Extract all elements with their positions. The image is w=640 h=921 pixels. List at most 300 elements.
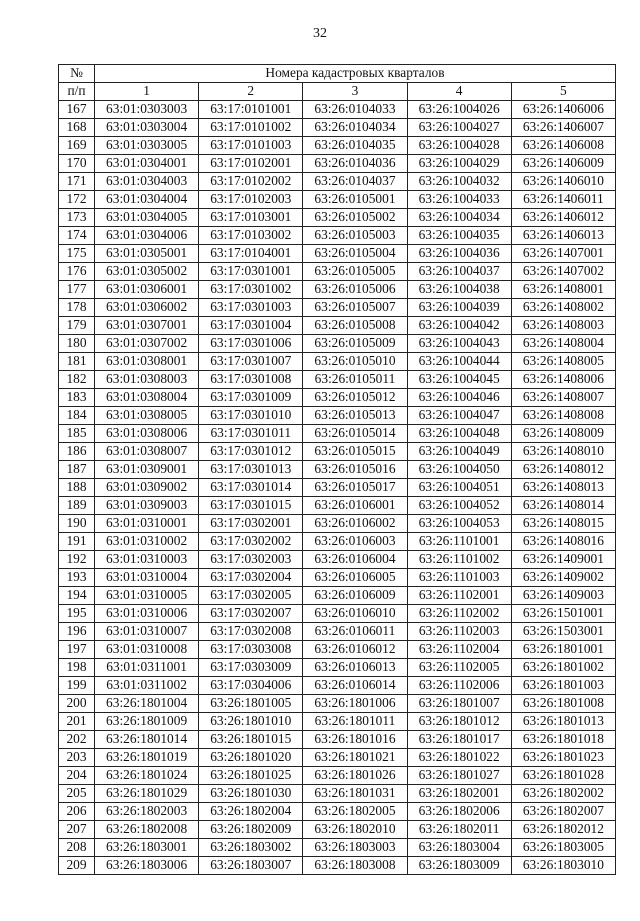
cadastral-number-cell: 63:01:0310005 (95, 587, 199, 605)
cadastral-number-cell: 63:26:1801007 (407, 695, 511, 713)
cadastral-number-cell: 63:01:0310002 (95, 533, 199, 551)
cadastral-number-cell: 63:17:0301001 (199, 263, 303, 281)
cadastral-number-cell: 63:01:0308003 (95, 371, 199, 389)
row-number-cell: 207 (59, 821, 95, 839)
cadastral-number-cell: 63:17:0301013 (199, 461, 303, 479)
table-header (59, 65, 616, 101)
cadastral-number-cell: 63:26:1004035 (407, 227, 511, 245)
cadastral-number-cell: 63:26:1004033 (407, 191, 511, 209)
cadastral-number-cell: 63:26:0105010 (303, 353, 407, 371)
cadastral-number-cell: 63:26:1803009 (407, 857, 511, 875)
cadastral-number-cell: 63:26:1803008 (303, 857, 407, 875)
table-row (59, 227, 616, 245)
cadastral-number-cell: 63:17:0104001 (199, 245, 303, 263)
cadastral-number-cell: 63:26:1406013 (511, 227, 615, 245)
row-number-cell: 200 (59, 695, 95, 713)
cadastral-number-cell: 63:26:1408004 (511, 335, 615, 353)
cadastral-number-cell: 63:17:0103001 (199, 209, 303, 227)
table-row (59, 497, 616, 515)
row-number-cell: 209 (59, 857, 95, 875)
cadastral-number-cell: 63:26:1801022 (407, 749, 511, 767)
table-row (59, 839, 616, 857)
cadastral-quarters-table (58, 64, 616, 875)
table-row (59, 515, 616, 533)
cadastral-number-cell: 63:01:0304003 (95, 173, 199, 191)
table-row (59, 317, 616, 335)
table-row (59, 695, 616, 713)
cadastral-number-cell: 63:17:0301011 (199, 425, 303, 443)
cadastral-number-cell: 63:01:0311002 (95, 677, 199, 695)
cadastral-number-cell: 63:26:1802011 (407, 821, 511, 839)
header-row-top (59, 65, 616, 83)
cadastral-number-cell: 63:01:0310003 (95, 551, 199, 569)
cadastral-number-cell: 63:26:1801005 (199, 695, 303, 713)
table-row (59, 245, 616, 263)
cadastral-number-cell: 63:26:0106014 (303, 677, 407, 695)
cadastral-number-cell: 63:26:1101002 (407, 551, 511, 569)
row-number-cell: 169 (59, 137, 95, 155)
cadastral-number-cell: 63:26:1004043 (407, 335, 511, 353)
cadastral-number-cell: 63:26:1406012 (511, 209, 615, 227)
cadastral-number-cell: 63:17:0301004 (199, 317, 303, 335)
table-row (59, 551, 616, 569)
cadastral-number-cell: 63:26:1801021 (303, 749, 407, 767)
cadastral-number-cell: 63:26:1802012 (511, 821, 615, 839)
cadastral-number-cell: 63:01:0305001 (95, 245, 199, 263)
table-row (59, 299, 616, 317)
cadastral-number-cell: 63:26:1802009 (199, 821, 303, 839)
cadastral-number-cell: 63:01:0310001 (95, 515, 199, 533)
row-number-cell: 205 (59, 785, 95, 803)
column-number-5: 5 (511, 83, 615, 101)
table-row (59, 389, 616, 407)
cadastral-number-cell: 63:26:1004039 (407, 299, 511, 317)
cadastral-number-cell: 63:17:0302001 (199, 515, 303, 533)
table-body (59, 101, 616, 875)
table-row (59, 353, 616, 371)
row-number-cell: 208 (59, 839, 95, 857)
table-row (59, 101, 616, 119)
header-row-columns (59, 83, 616, 101)
cadastral-number-cell: 63:17:0301014 (199, 479, 303, 497)
row-number-cell: 199 (59, 677, 95, 695)
cadastral-number-cell: 63:26:0106004 (303, 551, 407, 569)
cadastral-number-cell: 63:26:1004026 (407, 101, 511, 119)
table-row (59, 461, 616, 479)
cadastral-number-cell: 63:26:0105003 (303, 227, 407, 245)
row-number-cell: 206 (59, 803, 95, 821)
row-number-cell: 177 (59, 281, 95, 299)
page-number: 32 (313, 26, 327, 41)
cadastral-number-cell: 63:26:1503001 (511, 623, 615, 641)
cadastral-number-cell: 63:26:1102004 (407, 641, 511, 659)
cadastral-number-cell: 63:01:0308007 (95, 443, 199, 461)
table-row (59, 263, 616, 281)
cadastral-number-cell: 63:26:0105015 (303, 443, 407, 461)
cadastral-number-cell: 63:26:1802007 (511, 803, 615, 821)
row-number-cell: 204 (59, 767, 95, 785)
cadastral-number-cell: 63:26:1801023 (511, 749, 615, 767)
cadastral-number-cell: 63:01:0304005 (95, 209, 199, 227)
cadastral-number-cell: 63:26:1803005 (511, 839, 615, 857)
row-number-cell: 187 (59, 461, 95, 479)
cadastral-number-cell: 63:01:0310006 (95, 605, 199, 623)
cadastral-number-cell: 63:26:1408005 (511, 353, 615, 371)
row-number-cell: 182 (59, 371, 95, 389)
row-number-cell: 183 (59, 389, 95, 407)
row-number-cell: 191 (59, 533, 95, 551)
row-number-cell: 174 (59, 227, 95, 245)
cadastral-number-cell: 63:01:0303003 (95, 101, 199, 119)
row-number-cell: 179 (59, 317, 95, 335)
cadastral-number-cell: 63:17:0101002 (199, 119, 303, 137)
cadastral-number-cell: 63:26:1004032 (407, 173, 511, 191)
row-number-cell: 193 (59, 569, 95, 587)
table-row (59, 659, 616, 677)
cadastral-number-cell: 63:26:1408009 (511, 425, 615, 443)
cadastral-number-cell: 63:17:0102002 (199, 173, 303, 191)
cadastral-number-cell: 63:01:0308005 (95, 407, 199, 425)
cadastral-number-cell: 63:01:0304006 (95, 227, 199, 245)
cadastral-number-cell: 63:26:1802008 (95, 821, 199, 839)
table-row (59, 605, 616, 623)
row-number-cell: 168 (59, 119, 95, 137)
cadastral-number-cell: 63:17:0103002 (199, 227, 303, 245)
cadastral-number-cell: 63:26:1801017 (407, 731, 511, 749)
cadastral-number-cell: 63:26:1801008 (511, 695, 615, 713)
cadastral-number-cell: 63:17:0301006 (199, 335, 303, 353)
cadastral-number-cell: 63:26:1408007 (511, 389, 615, 407)
row-number-header-top: № (59, 65, 95, 83)
row-number-cell: 173 (59, 209, 95, 227)
cadastral-number-cell: 63:26:1802010 (303, 821, 407, 839)
cadastral-number-cell: 63:26:1406006 (511, 101, 615, 119)
table-row (59, 371, 616, 389)
cadastral-number-cell: 63:26:1501001 (511, 605, 615, 623)
cadastral-number-cell: 63:26:1408016 (511, 533, 615, 551)
cadastral-number-cell: 63:26:0106010 (303, 605, 407, 623)
cadastral-number-cell: 63:26:1004027 (407, 119, 511, 137)
row-number-cell: 194 (59, 587, 95, 605)
group-header: Номера кадастровых кварталов (95, 65, 616, 83)
cadastral-number-cell: 63:26:1801002 (511, 659, 615, 677)
cadastral-number-cell: 63:26:1004050 (407, 461, 511, 479)
cadastral-number-cell: 63:26:1102005 (407, 659, 511, 677)
cadastral-number-cell: 63:26:1803006 (95, 857, 199, 875)
cadastral-number-cell: 63:26:0106009 (303, 587, 407, 605)
table-row (59, 335, 616, 353)
cadastral-number-cell: 63:26:1004049 (407, 443, 511, 461)
table-row (59, 731, 616, 749)
cadastral-number-cell: 63:26:1801016 (303, 731, 407, 749)
row-number-cell: 203 (59, 749, 95, 767)
cadastral-number-cell: 63:26:1408008 (511, 407, 615, 425)
cadastral-number-cell: 63:26:1801019 (95, 749, 199, 767)
cadastral-number-cell: 63:26:1802005 (303, 803, 407, 821)
row-number-cell: 180 (59, 335, 95, 353)
table-row (59, 533, 616, 551)
row-number-cell: 170 (59, 155, 95, 173)
table-row (59, 569, 616, 587)
row-number-cell: 184 (59, 407, 95, 425)
row-number-cell: 189 (59, 497, 95, 515)
cadastral-number-cell: 63:01:0306001 (95, 281, 199, 299)
cadastral-number-cell: 63:26:1803003 (303, 839, 407, 857)
table-row (59, 119, 616, 137)
table-row (59, 641, 616, 659)
cadastral-number-cell: 63:26:0106001 (303, 497, 407, 515)
table-row (59, 443, 616, 461)
cadastral-number-cell: 63:26:1004044 (407, 353, 511, 371)
cadastral-number-cell: 63:26:1102002 (407, 605, 511, 623)
cadastral-number-cell: 63:26:1004045 (407, 371, 511, 389)
cadastral-number-cell: 63:01:0308001 (95, 353, 199, 371)
cadastral-number-cell: 63:01:0304004 (95, 191, 199, 209)
cadastral-number-cell: 63:26:1801011 (303, 713, 407, 731)
cadastral-number-cell: 63:26:0105009 (303, 335, 407, 353)
cadastral-number-cell: 63:26:1004034 (407, 209, 511, 227)
cadastral-number-cell: 63:26:1408006 (511, 371, 615, 389)
table-row (59, 479, 616, 497)
table-row (59, 173, 616, 191)
column-number-3: 3 (303, 83, 407, 101)
table-row (59, 857, 616, 875)
cadastral-number-cell: 63:17:0302004 (199, 569, 303, 587)
cadastral-number-cell: 63:26:1801024 (95, 767, 199, 785)
cadastral-number-cell: 63:17:0301007 (199, 353, 303, 371)
cadastral-number-cell: 63:26:0105002 (303, 209, 407, 227)
table-row (59, 749, 616, 767)
cadastral-number-cell: 63:26:0106012 (303, 641, 407, 659)
cadastral-number-cell: 63:01:0308006 (95, 425, 199, 443)
table-row (59, 407, 616, 425)
row-number-cell: 186 (59, 443, 95, 461)
cadastral-number-cell: 63:26:1406011 (511, 191, 615, 209)
cadastral-number-cell: 63:26:1802003 (95, 803, 199, 821)
cadastral-number-cell: 63:26:0105012 (303, 389, 407, 407)
cadastral-number-cell: 63:26:1801003 (511, 677, 615, 695)
cadastral-number-cell: 63:26:1004028 (407, 137, 511, 155)
cadastral-number-cell: 63:26:1406008 (511, 137, 615, 155)
row-number-cell: 195 (59, 605, 95, 623)
cadastral-number-cell: 63:26:1408001 (511, 281, 615, 299)
cadastral-number-cell: 63:26:1801025 (199, 767, 303, 785)
cadastral-number-cell: 63:26:1004046 (407, 389, 511, 407)
cadastral-number-cell: 63:26:1801027 (407, 767, 511, 785)
cadastral-number-cell: 63:26:1803007 (199, 857, 303, 875)
cadastral-number-cell: 63:26:1408010 (511, 443, 615, 461)
cadastral-number-cell: 63:26:0106005 (303, 569, 407, 587)
row-number-cell: 172 (59, 191, 95, 209)
cadastral-number-cell: 63:26:0105006 (303, 281, 407, 299)
cadastral-number-cell: 63:26:1408003 (511, 317, 615, 335)
cadastral-number-cell: 63:26:1102006 (407, 677, 511, 695)
cadastral-number-cell: 63:26:1004029 (407, 155, 511, 173)
cadastral-number-cell: 63:26:1408014 (511, 497, 615, 515)
cadastral-number-cell: 63:26:1801004 (95, 695, 199, 713)
cadastral-number-cell: 63:17:0301010 (199, 407, 303, 425)
cadastral-number-cell: 63:01:0303004 (95, 119, 199, 137)
cadastral-number-cell: 63:26:1801020 (199, 749, 303, 767)
cadastral-number-cell: 63:01:0304001 (95, 155, 199, 173)
cadastral-number-cell: 63:26:1004053 (407, 515, 511, 533)
row-number-cell: 185 (59, 425, 95, 443)
cadastral-number-cell: 63:17:0303009 (199, 659, 303, 677)
cadastral-number-cell: 63:26:1004038 (407, 281, 511, 299)
row-number-cell: 181 (59, 353, 95, 371)
cadastral-number-cell: 63:26:1801015 (199, 731, 303, 749)
cadastral-number-cell: 63:01:0311001 (95, 659, 199, 677)
cadastral-number-cell: 63:26:0105004 (303, 245, 407, 263)
cadastral-number-cell: 63:26:1102003 (407, 623, 511, 641)
cadastral-number-cell: 63:26:1802001 (407, 785, 511, 803)
cadastral-number-cell: 63:26:0105011 (303, 371, 407, 389)
cadastral-number-cell: 63:17:0303008 (199, 641, 303, 659)
table-row (59, 767, 616, 785)
cadastral-number-cell: 63:26:1803004 (407, 839, 511, 857)
cadastral-number-cell: 63:26:1802006 (407, 803, 511, 821)
table-row (59, 677, 616, 695)
cadastral-number-cell: 63:26:1406007 (511, 119, 615, 137)
cadastral-number-cell: 63:26:1102001 (407, 587, 511, 605)
cadastral-number-cell: 63:26:1803010 (511, 857, 615, 875)
row-number-cell: 201 (59, 713, 95, 731)
cadastral-number-cell: 63:26:1004052 (407, 497, 511, 515)
table-row (59, 191, 616, 209)
table-row (59, 623, 616, 641)
cadastral-number-cell: 63:17:0301012 (199, 443, 303, 461)
cadastral-number-cell: 63:17:0102001 (199, 155, 303, 173)
row-number-cell: 188 (59, 479, 95, 497)
table-row (59, 785, 616, 803)
cadastral-number-cell: 63:26:1004051 (407, 479, 511, 497)
cadastral-number-cell: 63:26:1801006 (303, 695, 407, 713)
cadastral-number-cell: 63:26:1801010 (199, 713, 303, 731)
cadastral-number-cell: 63:26:1004047 (407, 407, 511, 425)
cadastral-number-cell: 63:01:0307002 (95, 335, 199, 353)
cadastral-number-cell: 63:26:1802002 (511, 785, 615, 803)
cadastral-number-cell: 63:26:1801013 (511, 713, 615, 731)
row-number-cell: 167 (59, 101, 95, 119)
cadastral-number-cell: 63:17:0102003 (199, 191, 303, 209)
row-number-cell: 196 (59, 623, 95, 641)
cadastral-number-cell: 63:26:1004048 (407, 425, 511, 443)
cadastral-number-cell: 63:01:0309003 (95, 497, 199, 515)
cadastral-number-cell: 63:17:0301009 (199, 389, 303, 407)
cadastral-number-cell: 63:26:0105001 (303, 191, 407, 209)
cadastral-number-cell: 63:26:1801001 (511, 641, 615, 659)
cadastral-number-cell: 63:26:0106003 (303, 533, 407, 551)
row-number-cell: 175 (59, 245, 95, 263)
cadastral-number-cell: 63:26:1802004 (199, 803, 303, 821)
cadastral-number-cell: 63:26:1801018 (511, 731, 615, 749)
cadastral-number-cell: 63:26:0106002 (303, 515, 407, 533)
cadastral-number-cell: 63:26:1408015 (511, 515, 615, 533)
cadastral-number-cell: 63:26:1004037 (407, 263, 511, 281)
table-row (59, 155, 616, 173)
cadastral-number-cell: 63:17:0301015 (199, 497, 303, 515)
cadastral-number-cell: 63:17:0302002 (199, 533, 303, 551)
cadastral-number-cell: 63:01:0306002 (95, 299, 199, 317)
cadastral-number-cell: 63:26:1004042 (407, 317, 511, 335)
cadastral-number-cell: 63:26:0105014 (303, 425, 407, 443)
table-row (59, 587, 616, 605)
cadastral-number-cell: 63:26:1801009 (95, 713, 199, 731)
cadastral-number-cell: 63:26:1803001 (95, 839, 199, 857)
cadastral-number-cell: 63:17:0101001 (199, 101, 303, 119)
cadastral-number-cell: 63:26:1408012 (511, 461, 615, 479)
table-row (59, 803, 616, 821)
cadastral-number-cell: 63:26:0104035 (303, 137, 407, 155)
cadastral-number-cell: 63:26:1408013 (511, 479, 615, 497)
cadastral-number-cell: 63:26:1801030 (199, 785, 303, 803)
row-number-cell: 176 (59, 263, 95, 281)
cadastral-number-cell: 63:17:0101003 (199, 137, 303, 155)
cadastral-number-cell: 63:26:0106013 (303, 659, 407, 677)
cadastral-number-cell: 63:26:1803002 (199, 839, 303, 857)
cadastral-number-cell: 63:26:1101001 (407, 533, 511, 551)
row-number-cell: 198 (59, 659, 95, 677)
cadastral-number-cell: 63:17:0301003 (199, 299, 303, 317)
cadastral-number-cell: 63:01:0310004 (95, 569, 199, 587)
cadastral-number-cell: 63:01:0310007 (95, 623, 199, 641)
cadastral-number-cell: 63:01:0307001 (95, 317, 199, 335)
cadastral-number-cell: 63:26:0106011 (303, 623, 407, 641)
cadastral-number-cell: 63:26:1408002 (511, 299, 615, 317)
cadastral-number-cell: 63:17:0301008 (199, 371, 303, 389)
row-number-cell: 192 (59, 551, 95, 569)
table-row (59, 209, 616, 227)
cadastral-number-cell: 63:17:0302008 (199, 623, 303, 641)
cadastral-number-cell: 63:26:0104037 (303, 173, 407, 191)
cadastral-number-cell: 63:26:0104033 (303, 101, 407, 119)
cadastral-number-cell: 63:26:1801031 (303, 785, 407, 803)
cadastral-number-cell: 63:26:1407002 (511, 263, 615, 281)
cadastral-number-cell: 63:26:0105016 (303, 461, 407, 479)
table-row (59, 425, 616, 443)
cadastral-number-cell: 63:26:1409001 (511, 551, 615, 569)
row-number-cell: 197 (59, 641, 95, 659)
cadastral-number-cell: 63:26:0105008 (303, 317, 407, 335)
cadastral-number-cell: 63:17:0304006 (199, 677, 303, 695)
cadastral-number-cell: 63:26:1406009 (511, 155, 615, 173)
cadastral-number-cell: 63:01:0310008 (95, 641, 199, 659)
cadastral-number-cell: 63:26:1101003 (407, 569, 511, 587)
cadastral-number-cell: 63:26:1004036 (407, 245, 511, 263)
row-number-cell: 171 (59, 173, 95, 191)
cadastral-number-cell: 63:01:0309001 (95, 461, 199, 479)
cadastral-number-cell: 63:26:0104036 (303, 155, 407, 173)
row-number-cell: 202 (59, 731, 95, 749)
table-row (59, 137, 616, 155)
cadastral-number-cell: 63:26:0105007 (303, 299, 407, 317)
cadastral-number-cell: 63:26:1409003 (511, 587, 615, 605)
cadastral-number-cell: 63:26:1406010 (511, 173, 615, 191)
column-number-2: 2 (199, 83, 303, 101)
cadastral-number-cell: 63:17:0302003 (199, 551, 303, 569)
cadastral-number-cell: 63:26:1801028 (511, 767, 615, 785)
column-number-1: 1 (95, 83, 199, 101)
table-row (59, 713, 616, 731)
row-number-header-bottom: п/п (59, 83, 95, 101)
table-row (59, 281, 616, 299)
cadastral-number-cell: 63:26:1801026 (303, 767, 407, 785)
cadastral-number-cell: 63:17:0302005 (199, 587, 303, 605)
column-number-4: 4 (407, 83, 511, 101)
table-row (59, 821, 616, 839)
cadastral-number-cell: 63:26:1409002 (511, 569, 615, 587)
cadastral-number-cell: 63:26:0105013 (303, 407, 407, 425)
